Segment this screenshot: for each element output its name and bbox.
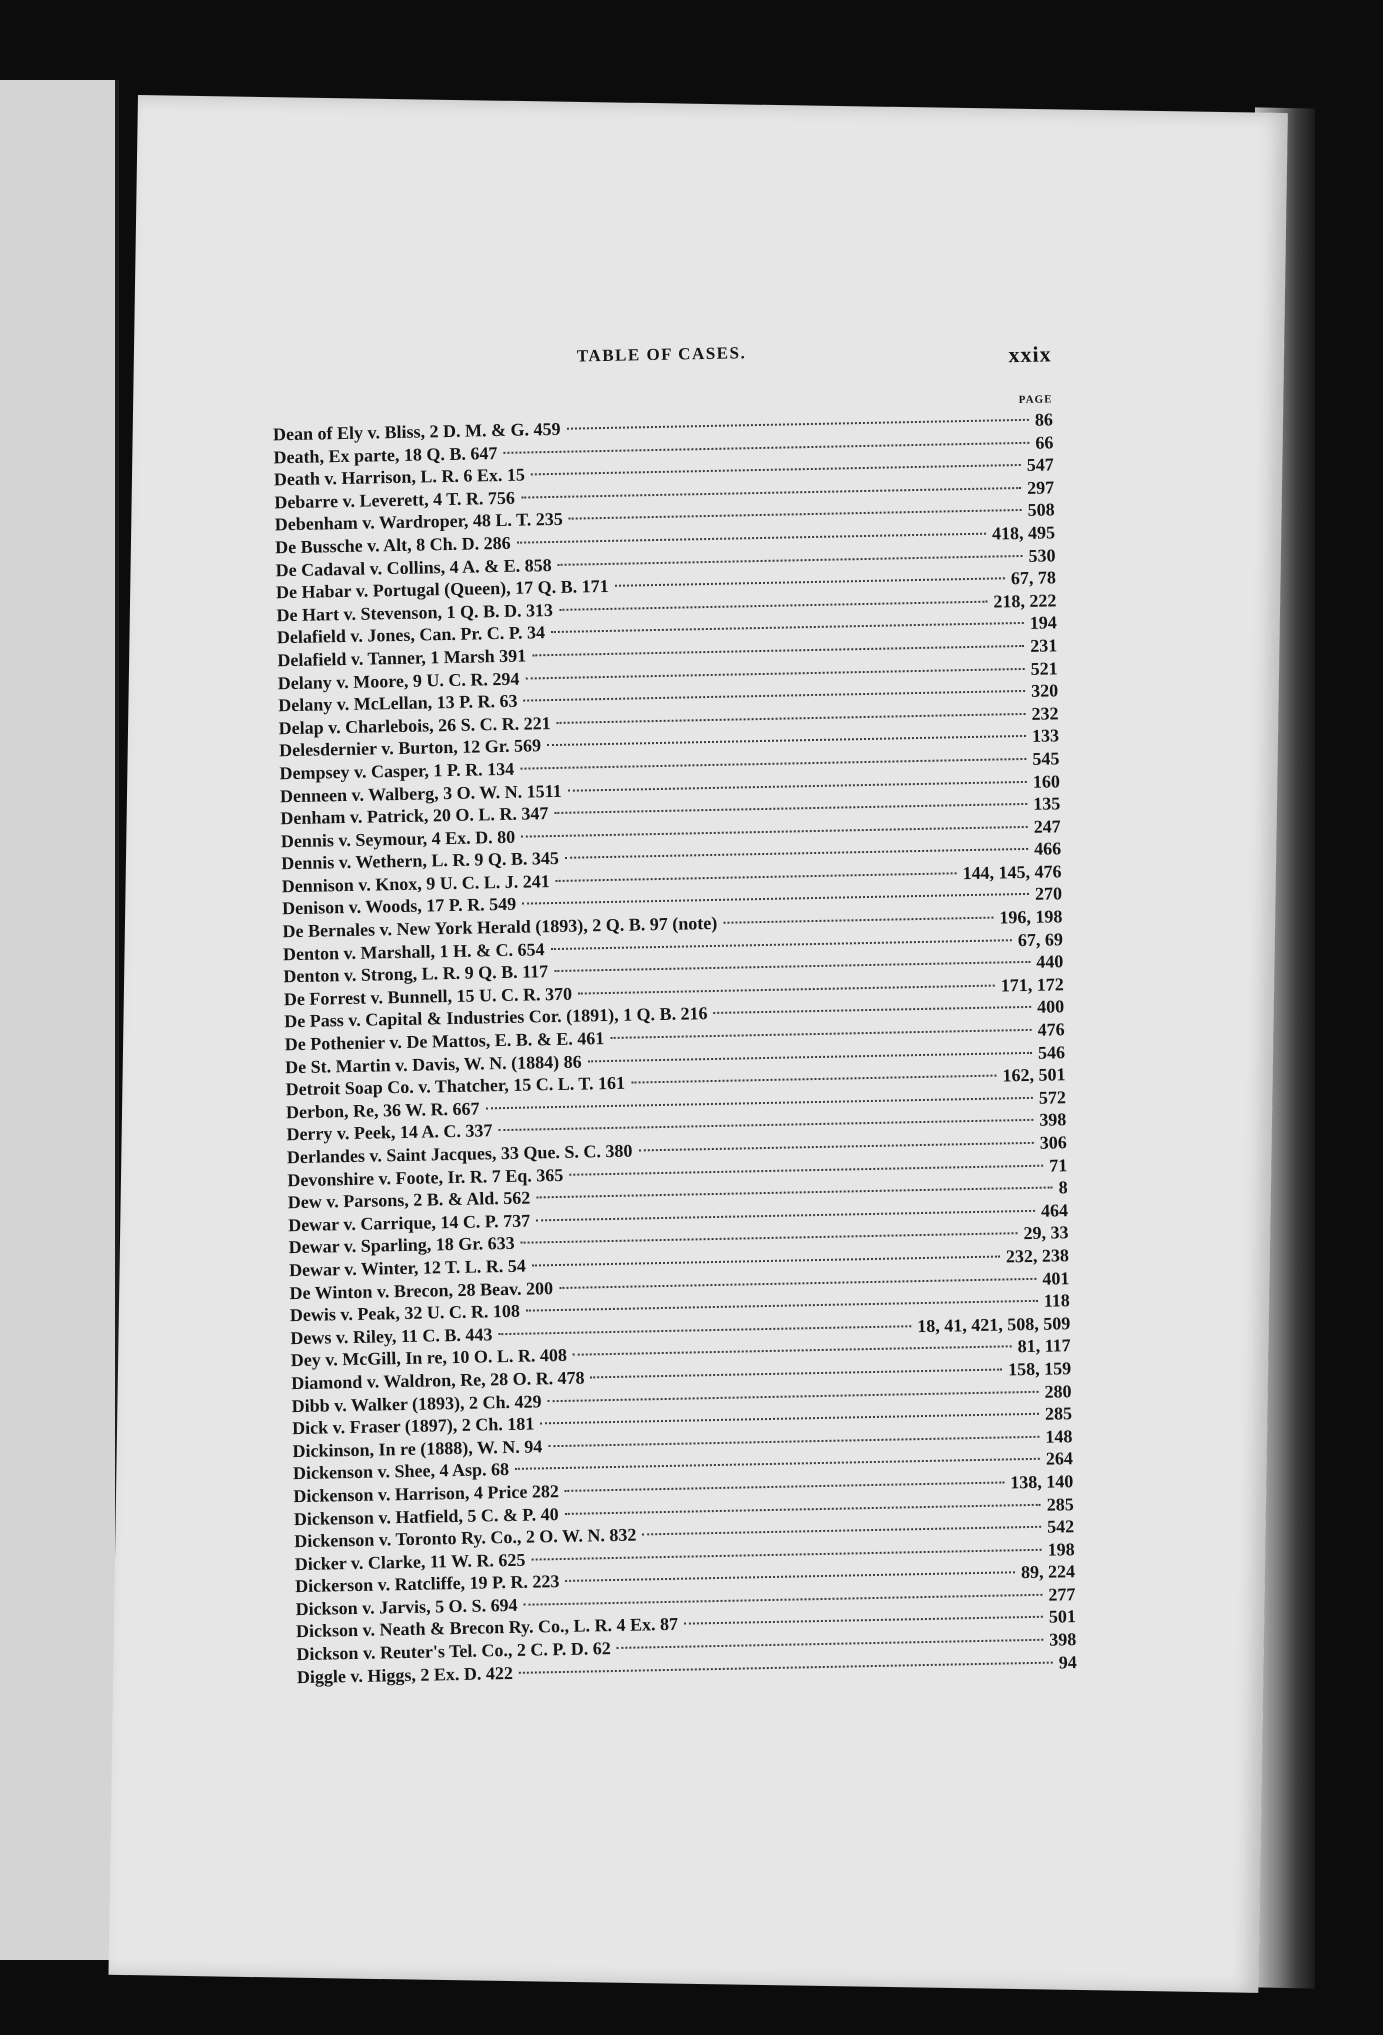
dot-leader <box>521 1233 1018 1245</box>
page-references: 297 <box>1026 477 1055 498</box>
case-name: De Hart v. Stevenson, 1 Q. B. D. 313 <box>276 599 554 626</box>
dot-leader <box>531 464 1021 475</box>
case-name: Dick v. Fraser (1897), 2 Ch. 181 <box>291 1413 535 1439</box>
page-references: 320 <box>1030 680 1059 701</box>
page-references: 138, 140 <box>1010 1471 1074 1493</box>
dot-leader <box>554 961 1030 972</box>
page-references: 306 <box>1039 1132 1067 1153</box>
dot-leader <box>610 1029 1031 1039</box>
page-references: 196, 198 <box>999 906 1063 928</box>
dot-leader <box>714 1006 1032 1014</box>
dot-leader <box>617 1639 1044 1649</box>
case-name: Dickenson v. Hatfield, 5 C. & P. 40 <box>293 1503 559 1529</box>
page-references: 94 <box>1058 1651 1077 1673</box>
page-references: 135 <box>1033 793 1061 814</box>
page-references: 148 <box>1045 1425 1073 1447</box>
case-name: Derlandes v. Saint Jacques, 33 Que. S. C. 380 <box>286 1140 633 1168</box>
case-name: Delafield v. Jones, Can. Pr. C. P. 34 <box>276 622 546 648</box>
dot-leader <box>558 555 1023 566</box>
page-references: 277 <box>1048 1584 1076 1605</box>
page-header <box>271 337 1052 400</box>
case-name: Death, Ex parte, 18 Q. B. 647 <box>273 442 498 467</box>
dot-leader <box>532 645 1024 656</box>
case-name: Delap v. Charlebois, 26 S. C. R. 221 <box>278 712 551 738</box>
dot-leader <box>547 1390 1038 1401</box>
table-of-cases-list <box>273 408 1077 1688</box>
page-references: 18, 41, 421, 508, 509 <box>917 1312 1071 1336</box>
case-name: Dickson v. Jarvis, 5 O. S. 694 <box>295 1594 518 1619</box>
page-references: 71 <box>1049 1154 1068 1176</box>
page-references: 501 <box>1048 1606 1077 1628</box>
dot-leader <box>521 826 1028 838</box>
case-name: Detroit Soap Co. v. Thatcher, 15 C. L. T. 161 <box>285 1072 626 1100</box>
dot-leader <box>578 984 995 994</box>
case-name: Dickson v. Reuter's Tel. Co., 2 C. P. D. 62 <box>296 1638 611 1665</box>
case-name: Denton v. Strong, L. R. 9 Q. B. 117 <box>283 961 549 987</box>
case-name: Diggle v. Higgs, 2 Ex. D. 422 <box>296 1662 514 1687</box>
dot-leader <box>573 1346 1012 1356</box>
case-name: Dickenson v. Shee, 4 Asp. 68 <box>292 1459 510 1484</box>
page-references: 198 <box>1047 1538 1075 1560</box>
case-name: Dey v. McGill, In re, 10 O. L. R. 408 <box>290 1345 568 1371</box>
dot-leader <box>569 509 1022 520</box>
page-references: 118 <box>1043 1290 1070 1311</box>
page-references: 280 <box>1044 1380 1072 1402</box>
dot-leader <box>551 622 1024 633</box>
dot-leader <box>531 1548 1041 1560</box>
page-references: 160 <box>1032 770 1061 792</box>
page-references: 464 <box>1040 1199 1069 1221</box>
case-name: De Cadaval v. Collins, 4 A. & E. 858 <box>275 554 552 580</box>
page-references: 476 <box>1037 1019 1065 1040</box>
case-name: Dewar v. Carrique, 14 C. P. 737 <box>288 1210 531 1235</box>
page-references: 270 <box>1034 883 1063 905</box>
case-name: Dewar v. Winter, 12 T. L. R. 54 <box>288 1255 526 1281</box>
page-references: 400 <box>1036 996 1065 1018</box>
dot-leader <box>547 735 1026 746</box>
case-name: De Habar v. Portugal (Queen), 17 Q. B. 171 <box>275 576 609 603</box>
case-name: Dickerson v. Ratcliffe, 19 P. R. 223 <box>294 1571 560 1597</box>
page-references: 530 <box>1028 544 1056 566</box>
dot-leader <box>521 487 1021 499</box>
dot-leader <box>723 917 993 924</box>
page-references: 67, 69 <box>1017 928 1064 950</box>
dot-leader <box>522 893 1029 905</box>
page-references: 232, 238 <box>1005 1245 1070 1267</box>
dot-leader <box>557 713 1026 724</box>
dot-leader <box>498 1325 911 1335</box>
case-name: Denton v. Marshall, 1 H. & C. 654 <box>282 938 545 964</box>
case-name: Derbon, Re, 36 W. R. 667 <box>285 1098 480 1123</box>
page-references: 440 <box>1036 951 1064 973</box>
case-name: Dew v. Parsons, 2 B. & Ald. 562 <box>287 1187 531 1213</box>
dot-leader <box>536 1210 1035 1222</box>
case-name: Delany v. McLellan, 13 P. R. 63 <box>278 690 518 716</box>
dot-leader <box>503 441 1029 453</box>
dot-leader <box>519 1661 1053 1673</box>
page-references: 418, 495 <box>991 522 1056 544</box>
case-name: Denneen v. Walberg, 3 O. W. N. 1511 <box>279 780 562 806</box>
dot-leader <box>536 1187 1052 1199</box>
dot-leader <box>556 872 957 882</box>
book-page <box>108 95 1287 1993</box>
dot-leader <box>550 939 1011 950</box>
page-references: 231 <box>1030 635 1058 656</box>
page-references: 466 <box>1033 838 1062 860</box>
page-references: 285 <box>1046 1493 1074 1515</box>
case-name: Denison v. Woods, 17 P. R. 549 <box>281 894 517 919</box>
case-name: Dickenson v. Harrison, 4 Price 282 <box>293 1480 560 1507</box>
page-references: 401 <box>1042 1267 1070 1289</box>
page-column-label: PAGE <box>1018 393 1053 407</box>
dot-leader <box>684 1616 1043 1625</box>
case-name: Dennis v. Wethern, L. R. 9 Q. B. 345 <box>281 848 560 874</box>
case-name: Dempsey v. Casper, 1 P. R. 134 <box>279 758 515 784</box>
case-name: Dennis v. Seymour, 4 Ex. D. 80 <box>280 826 516 851</box>
dot-leader <box>642 1526 1041 1536</box>
page-references: 232 <box>1031 703 1059 724</box>
case-name: Debenham v. Wardroper, 48 L. T. 235 <box>274 509 563 535</box>
dot-leader <box>565 1481 1004 1491</box>
dot-leader <box>568 780 1027 791</box>
case-name: De Pothenier v. De Mattos, E. B. & E. 461 <box>284 1028 605 1055</box>
page-references: 546 <box>1037 1041 1066 1063</box>
page-references: 66 <box>1035 431 1054 453</box>
dot-leader <box>524 690 1026 702</box>
case-name: De Forrest v. Bunnell, 15 U. C. R. 370 <box>283 983 573 1010</box>
dot-leader <box>548 1436 1039 1447</box>
page-references: 8 <box>1058 1177 1068 1198</box>
page-references: 264 <box>1045 1448 1074 1469</box>
case-name: De Winton v. Brecon, 28 Beav. 200 <box>289 1277 554 1303</box>
case-name: Dews v. Riley, 11 C. B. 443 <box>290 1324 493 1348</box>
page-references: 542 <box>1046 1516 1075 1537</box>
dot-leader <box>565 1572 1015 1583</box>
case-name: De Pass v. Capital & Industries Cor. (1891), 1 Q. B. 216 <box>284 1003 708 1032</box>
case-name: Delesdernier v. Burton, 12 Gr. 569 <box>278 735 542 761</box>
dot-leader <box>498 1119 1033 1131</box>
facing-page-edge <box>0 80 119 1960</box>
page-references: 545 <box>1032 748 1060 769</box>
page-references: 521 <box>1030 657 1058 679</box>
case-name: Dibb v. Walker (1893), 2 Ch. 429 <box>291 1390 542 1416</box>
page-references: 86 <box>1034 409 1054 430</box>
dot-leader <box>559 1277 1036 1288</box>
dot-leader <box>517 533 986 544</box>
page-references: 67, 78 <box>1010 567 1057 589</box>
dot-leader <box>485 1097 1032 1110</box>
page-references: 218, 222 <box>993 590 1057 612</box>
dot-leader <box>615 577 1005 586</box>
dot-leader <box>524 1594 1043 1606</box>
case-name: Dickenson v. Toronto Ry. Co., 2 O. W. N. 832 <box>294 1524 637 1552</box>
dot-leader <box>526 1300 1038 1312</box>
dot-leader <box>631 1075 996 1084</box>
case-name: Dean of Ely v. Bliss, 2 D. M. & G. 459 <box>272 418 561 445</box>
dot-leader <box>638 1142 1033 1152</box>
case-name: Debarre v. Leverett, 4 T. R. 756 <box>274 487 516 513</box>
page-references: 398 <box>1039 1109 1067 1131</box>
case-name: Dewis v. Peak, 32 U. C. R. 108 <box>289 1300 521 1326</box>
case-name: Delany v. Moore, 9 U. C. R. 294 <box>277 668 520 693</box>
dot-leader <box>540 1413 1039 1425</box>
page-references: 133 <box>1031 725 1060 747</box>
page-number: xxix <box>1008 341 1052 368</box>
page-references: 547 <box>1026 454 1054 476</box>
case-name: Death v. Harrison, L. R. 6 Ex. 15 <box>273 464 526 490</box>
page-references: 398 <box>1049 1629 1077 1650</box>
page-references: 158, 159 <box>1007 1358 1072 1380</box>
page-references: 81, 117 <box>1017 1335 1071 1357</box>
page-references: 162, 501 <box>1002 1064 1066 1086</box>
page-references: 285 <box>1044 1403 1073 1424</box>
page-references: 247 <box>1033 815 1061 837</box>
dot-leader <box>515 1458 1040 1470</box>
dot-leader <box>566 419 1028 430</box>
case-name: Devonshire v. Foote, Ir. R. 7 Eq. 365 <box>287 1164 564 1190</box>
dot-leader <box>569 1164 1043 1175</box>
case-name: Dewar v. Sparling, 18 Gr. 633 <box>288 1233 515 1258</box>
dot-leader <box>554 803 1027 814</box>
case-name: Dicker v. Clarke, 11 W. R. 625 <box>294 1549 526 1574</box>
dot-leader <box>588 1052 1032 1063</box>
dot-leader <box>532 1255 1000 1266</box>
running-title: TABLE OF CASES. <box>576 343 747 366</box>
page-references: 508 <box>1027 499 1055 521</box>
dot-leader <box>559 600 987 610</box>
dot-leader <box>591 1368 1003 1378</box>
case-name: De Bussche v. Alt, 8 Ch. D. 286 <box>275 532 511 558</box>
page-references: 29, 33 <box>1023 1222 1069 1244</box>
page-references: 89, 224 <box>1020 1561 1076 1583</box>
page-content <box>271 337 1077 1688</box>
dot-leader <box>520 758 1026 770</box>
dot-leader <box>565 848 1028 859</box>
page-references: 144, 145, 476 <box>962 861 1062 884</box>
case-name: Delafield v. Tanner, 1 Marsh 391 <box>277 645 527 671</box>
case-name: Derry v. Peek, 14 A. C. 337 <box>286 1120 493 1145</box>
case-name: De St. Martin v. Davis, W. N. (1884) 86 <box>284 1051 582 1077</box>
dot-leader <box>525 667 1024 679</box>
case-name: Diamond v. Waldron, Re, 28 O. R. 478 <box>291 1367 585 1394</box>
case-name: Dennison v. Knox, 9 U. C. L. J. 241 <box>281 870 550 897</box>
dot-leader <box>565 1503 1041 1514</box>
case-name: Dickinson, In re (1888), W. N. 94 <box>292 1436 543 1461</box>
case-name: Denham v. Patrick, 20 O. L. R. 347 <box>280 803 549 829</box>
case-name: De Bernales v. New York Herald (1893), 2 Q. B. 97 (note) <box>282 912 718 942</box>
page-references: 171, 172 <box>1000 974 1064 996</box>
page-references: 572 <box>1038 1087 1067 1108</box>
case-name: Dickson v. Neath & Brecon Ry. Co., L. R. 4 Ex. 87 <box>295 1614 679 1642</box>
page-references: 194 <box>1029 612 1057 634</box>
